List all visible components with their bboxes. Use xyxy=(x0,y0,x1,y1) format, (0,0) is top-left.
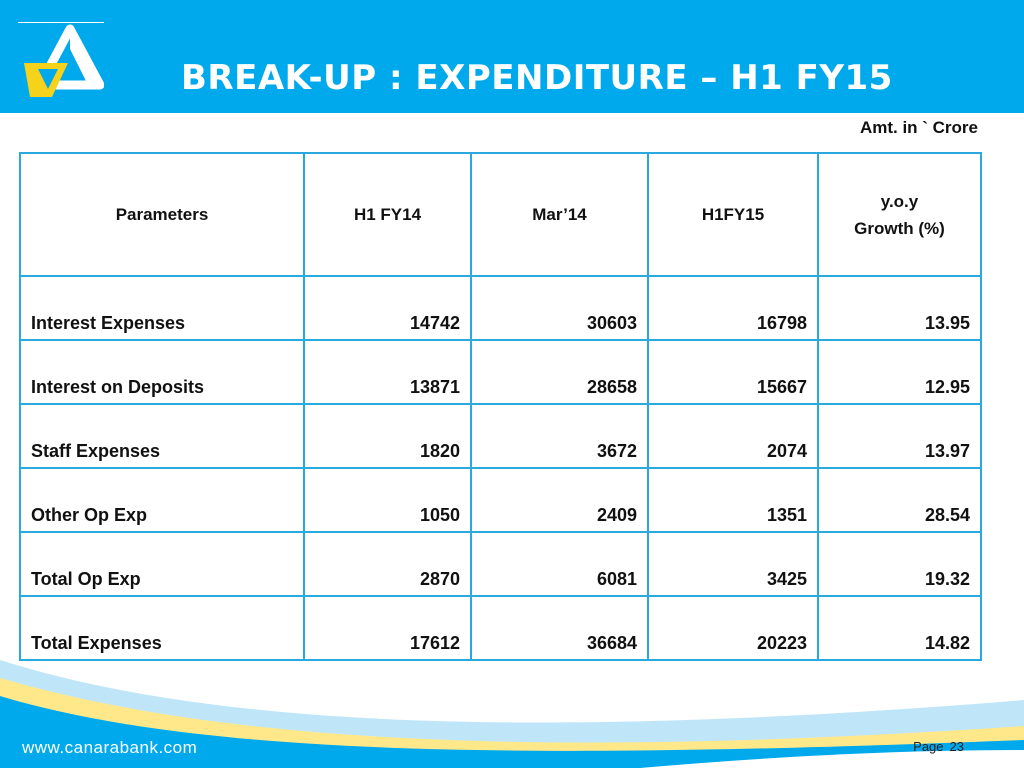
website-link[interactable]: www.canarabank.com xyxy=(22,738,198,757)
expenditure-table xyxy=(19,152,982,661)
page-title: BREAK-UP : EXPENDITURE – H1 FY15 xyxy=(181,58,893,98)
row-h1fy14: 1050 xyxy=(304,468,471,532)
row-growth: 12.95 xyxy=(818,340,981,404)
table-header-row xyxy=(20,153,981,276)
table-row xyxy=(20,468,981,532)
row-h1fy15: 3425 xyxy=(648,532,818,596)
table-row xyxy=(20,596,981,660)
page-label: Page xyxy=(913,739,944,754)
row-parameter: Interest Expenses xyxy=(20,276,304,340)
row-mar14: 28658 xyxy=(471,340,648,404)
row-mar14: 3672 xyxy=(471,404,648,468)
page-number xyxy=(913,739,964,754)
row-growth: 13.95 xyxy=(818,276,981,340)
row-h1fy14: 13871 xyxy=(304,340,471,404)
row-mar14: 30603 xyxy=(471,276,648,340)
page-number-value: 23 xyxy=(949,739,964,754)
row-h1fy14: 14742 xyxy=(304,276,471,340)
table-row xyxy=(20,532,981,596)
row-parameter: Other Op Exp xyxy=(20,468,304,532)
table-row xyxy=(20,276,981,340)
table-row xyxy=(20,340,981,404)
column-header-h1fy14: H1 FY14 xyxy=(304,153,471,276)
row-parameter: Total Op Exp xyxy=(20,532,304,596)
column-header-growth: Growth (%) xyxy=(854,218,945,238)
row-h1fy15: 1351 xyxy=(648,468,818,532)
column-header-yoy-growth xyxy=(818,153,981,276)
row-h1fy14: 1820 xyxy=(304,404,471,468)
column-header-mar14: Mar’14 xyxy=(471,153,648,276)
row-mar14: 6081 xyxy=(471,532,648,596)
row-h1fy15: 20223 xyxy=(648,596,818,660)
row-growth: 28.54 xyxy=(818,468,981,532)
unit-note: Amt. in ` Crore xyxy=(859,118,978,137)
row-h1fy15: 15667 xyxy=(648,340,818,404)
row-growth: 13.97 xyxy=(818,404,981,468)
header-band xyxy=(0,0,1024,113)
table-row xyxy=(20,404,981,468)
column-header-yoy: y.o.y xyxy=(880,191,919,211)
row-h1fy15: 2074 xyxy=(648,404,818,468)
row-mar14: 2409 xyxy=(471,468,648,532)
row-parameter: Staff Expenses xyxy=(20,404,304,468)
row-h1fy15: 16798 xyxy=(648,276,818,340)
row-h1fy14: 17612 xyxy=(304,596,471,660)
column-header-h1fy15: H1FY15 xyxy=(648,153,818,276)
row-parameter: Interest on Deposits xyxy=(20,340,304,404)
column-header-parameters: Parameters xyxy=(20,153,304,276)
row-mar14: 36684 xyxy=(471,596,648,660)
row-growth: 19.32 xyxy=(818,532,981,596)
row-h1fy14: 2870 xyxy=(304,532,471,596)
canara-bank-logo-icon xyxy=(18,22,104,103)
row-parameter: Total Expenses xyxy=(20,596,304,660)
row-growth: 14.82 xyxy=(818,596,981,660)
